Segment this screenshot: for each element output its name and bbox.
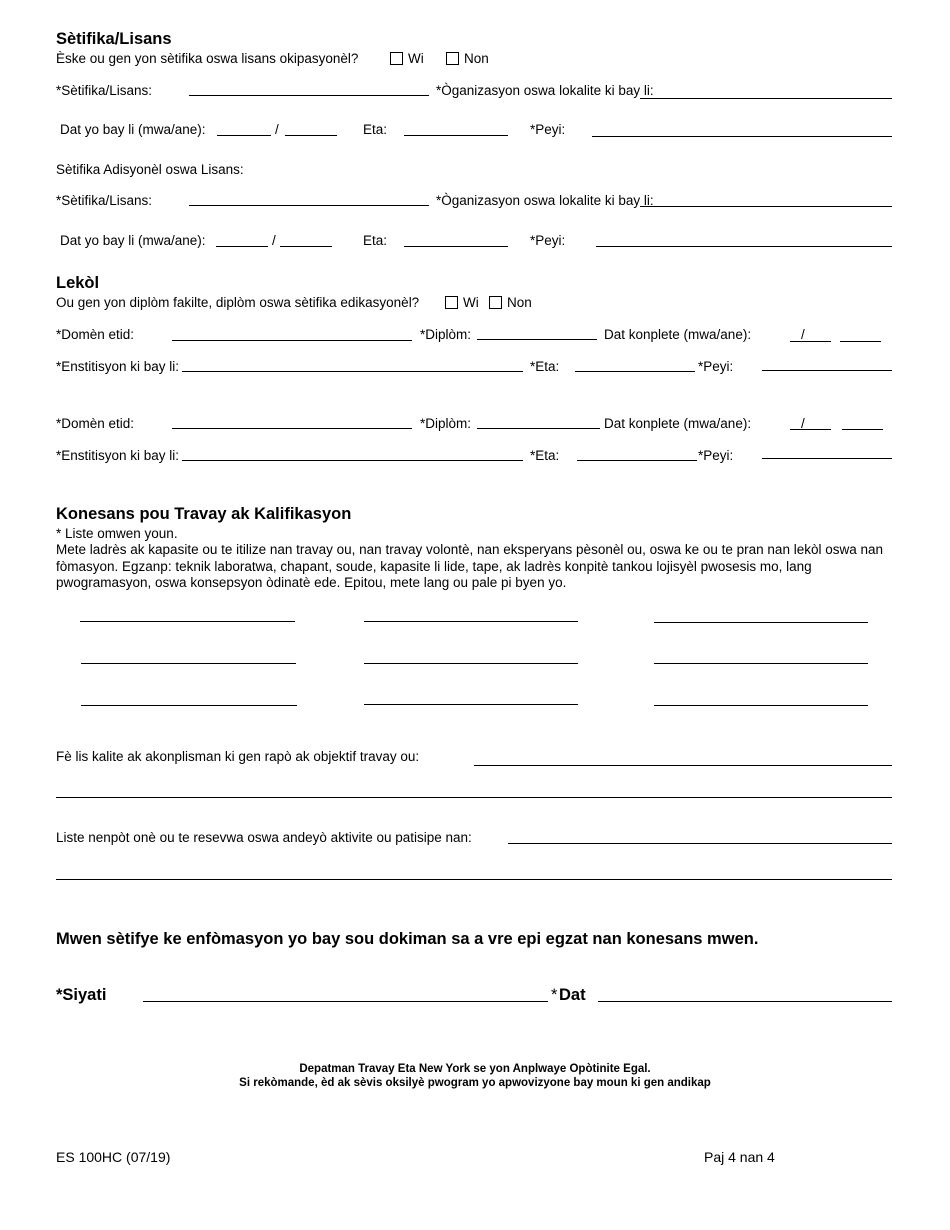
country-label-2: *Peyi: <box>530 233 566 248</box>
school-yes-checkbox[interactable] <box>445 296 458 309</box>
signature-date-label: Dat <box>559 986 586 1004</box>
state-input-2[interactable] <box>404 246 508 247</box>
field-of-study-label-2: *Domèn etid: <box>56 416 135 431</box>
completed-year-input[interactable] <box>840 341 881 342</box>
org-input[interactable] <box>640 98 892 99</box>
certification-statement: Mwen sètifye ke enfòmasyon yo bay sou dokiman sa a vre epi egzat nan konesans mwen. <box>56 930 759 948</box>
school-no-label: Non <box>507 295 532 310</box>
issue-month-input-2[interactable] <box>216 246 268 247</box>
country-input[interactable] <box>592 136 892 137</box>
license-input[interactable] <box>189 95 429 96</box>
skill-input-7[interactable] <box>81 705 297 706</box>
school-country-input[interactable] <box>762 370 892 371</box>
org-label-2: *Òganizasyon oswa lokalite ki bay li: <box>436 193 654 208</box>
issue-year-input[interactable] <box>285 135 337 136</box>
degree-input[interactable] <box>477 339 597 340</box>
honors-input[interactable] <box>508 843 892 844</box>
institution-input-2[interactable] <box>182 460 523 461</box>
cert-question: Èske ou gen yon sètifika oswa lisans okipasyonèl? <box>56 51 359 66</box>
country-label: *Peyi: <box>530 122 566 137</box>
field-of-study-input-2[interactable] <box>172 428 412 429</box>
skill-input-2[interactable] <box>364 621 578 622</box>
state-label-2: Eta: <box>363 233 388 248</box>
cert-yes-label: Wi <box>408 51 424 66</box>
skill-input-1[interactable] <box>80 621 295 622</box>
license-input-2[interactable] <box>189 205 429 206</box>
school-section-title: Lekòl <box>56 274 100 292</box>
org-input-2[interactable] <box>640 206 892 207</box>
institution-label: *Enstitisyon ki bay li: <box>56 359 180 374</box>
skill-input-9[interactable] <box>654 705 868 706</box>
completed-month-input-2[interactable] <box>790 429 831 430</box>
state-input[interactable] <box>404 135 508 136</box>
achievements-label: Fè lis kalite ak akonplisman ki gen rapò ak objektif travay ou: <box>56 749 420 764</box>
license-label-2: *Sètifika/Lisans: <box>56 193 153 208</box>
skills-instructions: Mete ladrès ak kapasite ou te itilize nan travay ou, nan travay volontè, nan eksperyans pèsonèl ou, oswa ke ou te pran nan lekòl oswa nan fòmasyon. Egzanp: teknik laboratwa, chapant, soude, kapasite li lide, tape, ak ladrès konpitè tankou lojisyèl pwosesis mo, lang pwogramasyon, oswa konsepsyon òdinatè ede. Epitou, mete lang ou pale pi byen yo. <box>56 542 884 590</box>
completed-month-input[interactable] <box>790 341 831 342</box>
school-state-input[interactable] <box>575 371 695 372</box>
page-number: Paj 4 nan 4 <box>704 1149 775 1165</box>
school-yes-label: Wi <box>463 295 479 310</box>
cert-section-title: Sètifika/Lisans <box>56 30 172 48</box>
issue-date-label-2: Dat yo bay li (mwa/ane): <box>60 233 206 248</box>
degree-label-2: *Diplòm: <box>420 416 472 431</box>
org-label: *Òganizasyon oswa lokalite ki bay li: <box>436 83 654 98</box>
completed-slash-2: / <box>801 416 805 431</box>
school-country-label-2: *Peyi: <box>698 448 734 463</box>
institution-input[interactable] <box>182 371 523 372</box>
date-slash: / <box>275 122 279 137</box>
skill-input-3[interactable] <box>654 622 868 623</box>
skill-input-6[interactable] <box>654 663 868 664</box>
skill-input-5[interactable] <box>364 663 578 664</box>
achievements-input-continued[interactable] <box>56 797 892 798</box>
completed-slash: / <box>801 327 805 342</box>
honors-label: Liste nenpòt onè ou te resevwa oswa andeyò aktivite ou patisipe nan: <box>56 830 472 845</box>
honors-input-continued[interactable] <box>56 879 892 880</box>
completed-year-input-2[interactable] <box>842 429 883 430</box>
signature-date-input[interactable] <box>598 1001 892 1002</box>
license-label: *Sètifika/Lisans: <box>56 83 153 98</box>
degree-label: *Diplòm: <box>420 327 472 342</box>
cert-no-label: Non <box>464 51 489 66</box>
skill-input-8[interactable] <box>364 704 578 705</box>
school-state-label-2: *Eta: <box>530 448 560 463</box>
institution-label-2: *Enstitisyon ki bay li: <box>56 448 180 463</box>
cert-yes-checkbox[interactable] <box>390 52 403 65</box>
signature-label: *Siyati <box>56 986 107 1004</box>
country-input-2[interactable] <box>596 246 892 247</box>
issue-year-input-2[interactable] <box>280 246 332 247</box>
school-country-input-2[interactable] <box>762 458 892 459</box>
date-required-star: * <box>551 986 558 1004</box>
issue-month-input[interactable] <box>217 135 271 136</box>
field-of-study-label: *Domèn etid: <box>56 327 135 342</box>
form-id: ES 100HC (07/19) <box>56 1149 171 1165</box>
completed-date-label-2: Dat konplete (mwa/ane): <box>604 416 752 431</box>
issue-date-label: Dat yo bay li (mwa/ane): <box>60 122 206 137</box>
school-question: Ou gen yon diplòm fakilte, diplòm oswa sètifika edikasyonèl? <box>56 295 420 310</box>
school-state-input-2[interactable] <box>577 460 697 461</box>
degree-input-2[interactable] <box>477 428 600 429</box>
additional-cert-label: Sètifika Adisyonèl oswa Lisans: <box>56 162 244 177</box>
skill-input-4[interactable] <box>81 663 296 664</box>
school-country-label: *Peyi: <box>698 359 734 374</box>
skills-section-title: Konesans pou Travay ak Kalifikasyon <box>56 505 352 523</box>
equal-opportunity-notice: Depatman Travay Eta New York se yon Anplwaye Opòtinite Egal. <box>299 1063 651 1075</box>
skills-list-note: * Liste omwen youn. <box>56 526 178 541</box>
accommodation-notice: Si rekòmande, èd ak sèvis oksilyè pwogram yo apwovizyone bay moun ki gen andikap <box>239 1077 711 1089</box>
signature-input[interactable] <box>143 1001 548 1002</box>
cert-no-checkbox[interactable] <box>446 52 459 65</box>
school-no-checkbox[interactable] <box>489 296 502 309</box>
school-state-label: *Eta: <box>530 359 560 374</box>
state-label: Eta: <box>363 122 388 137</box>
completed-date-label: Dat konplete (mwa/ane): <box>604 327 752 342</box>
field-of-study-input[interactable] <box>172 340 412 341</box>
achievements-input[interactable] <box>474 765 892 766</box>
date-slash-2: / <box>272 233 276 248</box>
